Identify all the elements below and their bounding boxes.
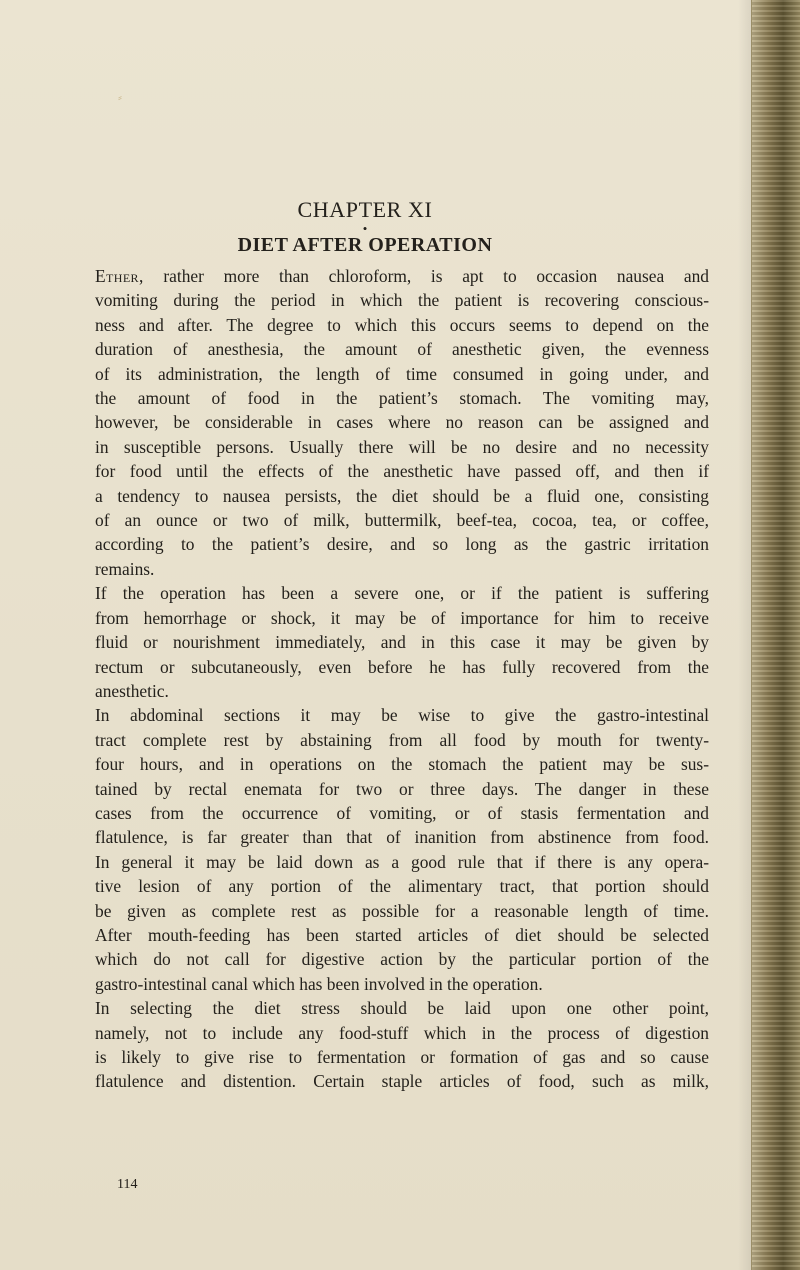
text-line: four hours, and in operations on the stomach the patient may be sus-: [95, 754, 709, 775]
text-line: be given as complete rest as possible for a reasonable length of time.: [95, 900, 709, 921]
text-line: for food until the effects of the anesthetic have passed off, and then if: [95, 461, 709, 482]
text-line: rectum or subcutaneously, even before he has fully recovered from the: [95, 656, 709, 677]
text-line: remains.: [95, 558, 155, 579]
text-line: tract complete rest by abstaining from all food by mouth for twenty-: [95, 729, 709, 750]
text-line: in susceptible persons. Usually there will be no desire and no necessity: [95, 436, 709, 457]
text-line: [95, 264, 709, 288]
paper-speck: ⸗: [118, 90, 122, 104]
text-line: cases from the occurrence of vomiting, or of stasis fermentation and: [95, 802, 709, 823]
text-line: vomiting during the period in which the patient is recovering conscious-: [95, 290, 709, 311]
text-line: If the operation has been a severe one, or if the patient is suffering: [95, 583, 709, 604]
text-line: In selecting the diet stress should be laid upon one other point,: [95, 998, 709, 1019]
text-line: tive lesion of any portion of the alimentary tract, that portion should: [95, 876, 709, 897]
book-edge: [751, 0, 800, 1270]
text-line: In abdominal sections it may be wise to give the gastro-intestinal: [95, 705, 709, 726]
text-line: the amount of food in the patient’s stomach. The vomiting may,: [95, 388, 709, 409]
chapter-bullet: •: [362, 221, 368, 236]
text-line: which do not call for digestive action by the particular portion of the: [95, 949, 709, 970]
text-line: anesthetic.: [95, 680, 169, 701]
text-line: ness and after. The degree to which this occurs seems to depend on the: [95, 314, 709, 335]
text-line: In general it may be laid down as a good rule that if there is any opera-: [95, 851, 709, 872]
line-rest: rather more than chloroform, is apt to occasion nausea and: [143, 266, 709, 286]
text-line: of an ounce or two of milk, buttermilk, beef-tea, cocoa, tea, or coffee,: [95, 510, 709, 531]
body-text: [95, 264, 709, 1094]
text-line: namely, not to include any food-stuff which in the process of digestion: [95, 1022, 709, 1043]
page-number: 114: [117, 1177, 138, 1192]
text-line: of its administration, the length of time consumed in going under, and: [95, 363, 709, 384]
text-line: tained by rectal enemata for two or three days. The danger in these: [95, 778, 709, 799]
text-line: gastro-intestinal canal which has been involved in the operation.: [95, 973, 543, 994]
text-line: duration of anesthesia, the amount of anesthetic given, the evenness: [95, 339, 709, 360]
chapter-number: CHAPTER XI: [297, 197, 433, 222]
page-gutter-shadow: [738, 0, 752, 1270]
text-line: according to the patient’s desire, and so long as the gastric irritation: [95, 534, 709, 555]
text-line: flatulence and distention. Certain staple articles of food, such as milk,: [95, 1071, 709, 1092]
text-line: fluid or nourishment immediately, and in this case it may be given by: [95, 632, 709, 653]
text-line: however, be considerable in cases where no reason can be assigned and: [95, 412, 709, 433]
text-line: After mouth-feeding has been started articles of diet should be selected: [95, 924, 709, 945]
text-line: flatulence, is far greater than that of inanition from abstinence from food.: [95, 827, 709, 848]
text-line: from hemorrhage or shock, it may be of importance for him to receive: [95, 607, 709, 628]
text-line: is likely to give rise to fermentation or formation of gas and so cause: [95, 1047, 709, 1067]
lead-word: Ether,: [95, 266, 144, 286]
chapter-title: DIET AFTER OPERATION: [237, 234, 493, 256]
text-line: a tendency to nausea persists, the diet should be a fluid one, consisting: [95, 485, 709, 506]
